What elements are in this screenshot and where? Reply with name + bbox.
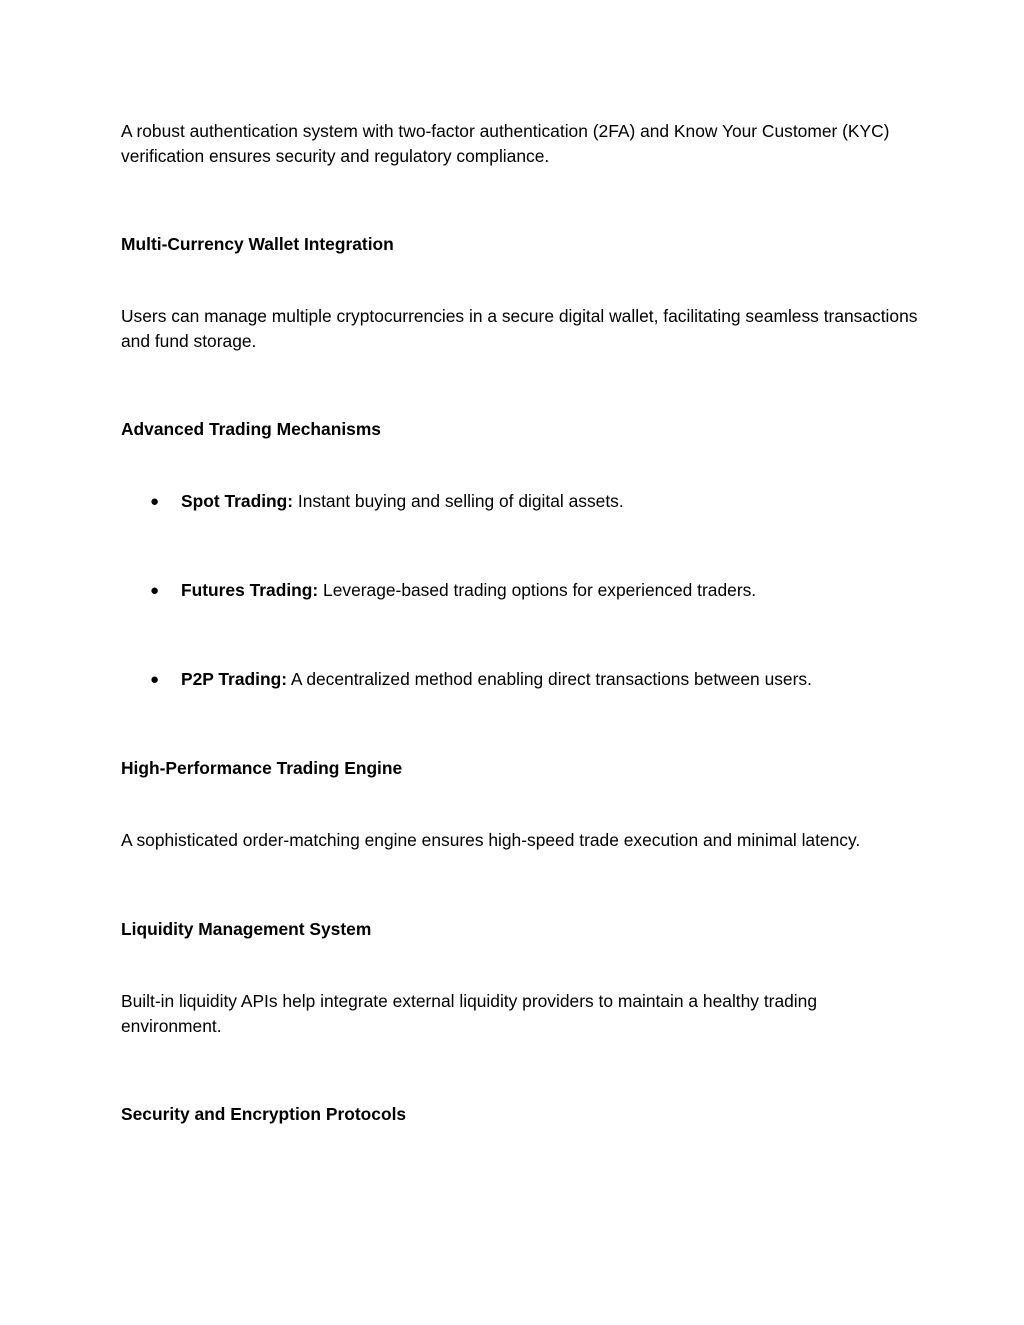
list-item-description: A decentralized method enabling direct transactions between users. xyxy=(286,669,812,689)
liquidity-heading: Liquidity Management System xyxy=(121,919,372,939)
list-item-description: Leverage-based trading options for experienced traders. xyxy=(318,580,757,600)
bullet-icon: ● xyxy=(150,582,160,599)
list-item-description: Instant buying and selling of digital assets. xyxy=(293,491,624,511)
bullet-icon: ● xyxy=(150,493,160,510)
bullet-icon: ● xyxy=(150,671,160,688)
engine-heading: High-Performance Trading Engine xyxy=(121,758,403,778)
list-item-term: Spot Trading: xyxy=(181,491,294,511)
liquidity-paragraph: Built-in liquidity APIs help integrate external liquidity providers to maintain a healthy trading environment. xyxy=(121,991,818,1036)
security-heading: Security and Encryption Protocols xyxy=(121,1104,407,1124)
list-item-term: P2P Trading: xyxy=(181,669,287,689)
list-item-text xyxy=(181,489,624,514)
trading-heading: Advanced Trading Mechanisms xyxy=(121,419,381,439)
list-item-text xyxy=(181,578,756,603)
wallet-paragraph: Users can manage multiple cryptocurrencies in a secure digital wallet, facilitating seamless transactions and fund storage. xyxy=(121,306,918,351)
wallet-heading: Multi-Currency Wallet Integration xyxy=(121,234,394,254)
list-item-text xyxy=(181,667,812,692)
intro-paragraph: A robust authentication system with two-factor authentication (2FA) and Know Your Customer (KYC) verification ensures security and regulatory compliance. xyxy=(121,121,890,166)
engine-paragraph: A sophisticated order-matching engine ensures high-speed trade execution and minimal latency. xyxy=(121,830,861,850)
list-item-term: Futures Trading: xyxy=(181,580,319,600)
